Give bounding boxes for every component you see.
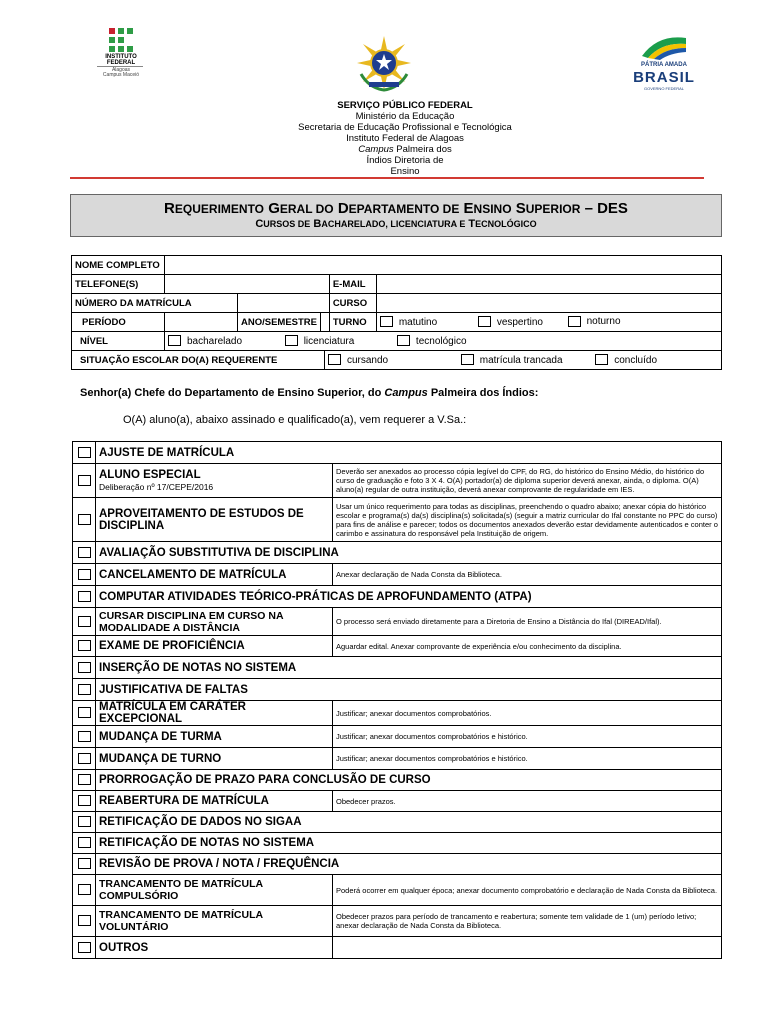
nivel-bacharelado-checkbox[interactable] bbox=[168, 335, 181, 346]
turno-matutino-label: matutino bbox=[398, 316, 438, 328]
header-divider bbox=[70, 177, 704, 179]
header-campus-label: Campus bbox=[358, 144, 394, 155]
brasil-tagline: PÁTRIA AMADA bbox=[641, 62, 687, 68]
request-row bbox=[73, 875, 722, 906]
header-text bbox=[230, 100, 580, 177]
request-row bbox=[73, 748, 722, 770]
header-line-3: Secretaria de Educação Profissional e Tecnológica bbox=[298, 122, 512, 133]
request-row bbox=[73, 442, 722, 464]
brasil-name: BRASIL bbox=[633, 69, 695, 86]
outros-field[interactable] bbox=[333, 937, 722, 959]
intro-addressee: Senhor(a) Chefe do Departamento de Ensino Superior, do Campus Palmeira dos Índios: bbox=[80, 387, 539, 399]
request-name: TRANCAMENTO DE MATRÍCULA VOLUNTÁRIO bbox=[96, 906, 333, 937]
request-row bbox=[73, 726, 722, 748]
request-checkbox[interactable] bbox=[78, 707, 91, 718]
request-row bbox=[73, 679, 722, 701]
telefone-field[interactable] bbox=[165, 275, 330, 294]
curso-label: CURSO bbox=[329, 294, 376, 313]
request-checkbox[interactable] bbox=[78, 514, 91, 525]
ifal-logo bbox=[95, 28, 147, 88]
nivel-options bbox=[165, 332, 722, 351]
request-row bbox=[73, 937, 722, 959]
situacao-concluido-checkbox[interactable] bbox=[595, 354, 608, 365]
situacao-concluido-label: concluído bbox=[614, 354, 658, 366]
ano-field[interactable] bbox=[321, 313, 330, 332]
request-name: TRANCAMENTO DE MATRÍCULA COMPULSÓRIO bbox=[96, 875, 333, 906]
header-line-4: Instituto Federal de Alagoas bbox=[346, 133, 464, 144]
request-checkbox[interactable] bbox=[78, 816, 91, 827]
request-name: EXAME DE PROFICIÊNCIA bbox=[96, 636, 333, 657]
nivel-bacharelado-label: bacharelado bbox=[187, 335, 243, 347]
request-row bbox=[73, 636, 722, 657]
request-checkbox[interactable] bbox=[78, 858, 91, 869]
telefone-label: TELEFONE(S) bbox=[72, 275, 165, 294]
request-name: INSERÇÃO DE NOTAS NO SISTEMA bbox=[96, 657, 722, 679]
header-line-7: Ensino bbox=[390, 166, 420, 177]
request-name: MATRÍCULA EM CARÁTER EXCEPCIONAL bbox=[96, 701, 333, 726]
request-row bbox=[73, 564, 722, 586]
request-row bbox=[73, 906, 722, 937]
request-name: CANCELAMENTO DE MATRÍCULA bbox=[96, 564, 333, 586]
request-name: REABERTURA DE MATRÍCULA bbox=[96, 791, 333, 812]
request-name: JUSTIFICATIVA DE FALTAS bbox=[96, 679, 722, 701]
request-name: COMPUTAR ATIVIDADES TEÓRICO-PRÁTICAS DE APROFUNDAMENTO (ATPA) bbox=[96, 586, 722, 608]
request-name: RETIFICAÇÃO DE NOTAS NO SISTEMA bbox=[96, 833, 722, 854]
request-note: Anexar declaração de Nada Consta da Biblioteca. bbox=[333, 564, 722, 586]
request-note: O processo será enviado diretamente para a Diretoria de Ensino a Distância do Ifal (DIREAD/Ifal). bbox=[333, 608, 722, 636]
turno-label: TURNO bbox=[329, 313, 376, 332]
request-checkbox[interactable] bbox=[78, 753, 91, 764]
request-row bbox=[73, 464, 722, 498]
turno-matutino-checkbox[interactable] bbox=[380, 316, 393, 327]
turno-vespertino-checkbox[interactable] bbox=[478, 316, 491, 327]
matricula-field[interactable] bbox=[238, 294, 330, 313]
email-label: E-MAIL bbox=[329, 275, 376, 294]
request-name: ALUNO ESPECIAL Deliberação nº 17/CEPE/2016 bbox=[96, 464, 333, 498]
request-row bbox=[73, 812, 722, 833]
brasil-sub: GOVERNO FEDERAL bbox=[643, 86, 684, 91]
form-title-box bbox=[70, 194, 722, 237]
request-row bbox=[73, 542, 722, 564]
request-note: Poderá ocorrer em qualquer época; anexar documento comprobatório e declaração de Nada Consta da Biblioteca. bbox=[333, 875, 722, 906]
nivel-licenciatura-checkbox[interactable] bbox=[285, 335, 298, 346]
request-name: RETIFICAÇÃO DE DADOS NO SIGAA bbox=[96, 812, 722, 833]
request-note: Justificar; anexar documentos comprobatórios e histórico. bbox=[333, 748, 722, 770]
requests-table bbox=[72, 441, 722, 959]
request-note: Obedecer prazos. bbox=[333, 791, 722, 812]
request-row bbox=[73, 657, 722, 679]
request-checkbox[interactable] bbox=[78, 915, 91, 926]
request-row bbox=[73, 791, 722, 812]
ifal-logo-campus: Campus Maceió bbox=[102, 72, 140, 78]
ano-label: ANO/SEMESTRE bbox=[238, 313, 321, 332]
personal-data-table bbox=[71, 255, 722, 370]
turno-vespertino-label: vespertino bbox=[496, 316, 543, 328]
request-note: Justificar; anexar documentos comprobatórios. bbox=[333, 701, 722, 726]
nome-field[interactable] bbox=[165, 256, 722, 275]
request-checkbox[interactable] bbox=[78, 662, 91, 673]
request-checkbox[interactable] bbox=[78, 640, 91, 651]
request-name: CURSAR DISCIPLINA EM CURSO NA MODALIDADE A DISTÂNCIA bbox=[96, 608, 333, 636]
request-checkbox[interactable] bbox=[78, 447, 91, 458]
request-checkbox[interactable] bbox=[78, 475, 91, 486]
request-note: Justificar; anexar documentos comprobatórios e histórico. bbox=[333, 726, 722, 748]
situacao-options bbox=[324, 351, 721, 370]
turno-options bbox=[376, 313, 721, 332]
request-row bbox=[73, 701, 722, 726]
request-row bbox=[73, 608, 722, 636]
request-row bbox=[73, 833, 722, 854]
request-row bbox=[73, 854, 722, 875]
curso-field[interactable] bbox=[376, 294, 721, 313]
situacao-cursando-checkbox[interactable] bbox=[328, 354, 341, 365]
ifal-logo-state: Alagoas bbox=[111, 67, 131, 73]
turno-noturno-checkbox[interactable] bbox=[568, 316, 581, 327]
request-checkbox[interactable] bbox=[78, 731, 91, 742]
request-checkbox[interactable] bbox=[78, 547, 91, 558]
request-name: MUDANÇA DE TURNO bbox=[96, 748, 333, 770]
request-note: Aguardar edital. Anexar comprovante de experiência e/ou conhecimento da disciplina. bbox=[333, 636, 722, 657]
coat-of-arms-icon bbox=[355, 34, 413, 92]
ifal-logo-name: INSTITUTO FEDERAL bbox=[105, 54, 137, 66]
request-note: Obedecer prazos para período de trancamento e reabertura; somente tem validade de 1 (um) período letivo; anexar declaração de Nada Consta da Biblioteca. bbox=[333, 906, 722, 937]
request-note: Usar um único requerimento para todas as disciplinas, preenchendo o quadro abaixo; anexar cópia do histórico escolar e programa(s) da(s) disciplina(s) solicitada(s) (seguir a matriz curricular do Ifal constante no PPC do curso) para fins de análise e parecer; todos os documentos anexados deverão estar devidamente autenticados e conter o carimbo e assinatura do responsável pela Instituição de origem. bbox=[333, 498, 722, 542]
situacao-trancada-checkbox[interactable] bbox=[461, 354, 474, 365]
turno-noturno-label: noturno bbox=[586, 316, 621, 328]
brasil-flag-icon bbox=[638, 32, 690, 60]
nivel-tecnologico-label: tecnológico bbox=[415, 335, 467, 347]
request-checkbox[interactable] bbox=[78, 795, 91, 806]
request-checkbox[interactable] bbox=[78, 774, 91, 785]
header-campus-name: Palmeira dos bbox=[393, 144, 452, 155]
matricula-label: NÚMERO DA MATRÍCULA bbox=[72, 294, 238, 313]
request-row bbox=[73, 586, 722, 608]
nivel-tecnologico-checkbox[interactable] bbox=[397, 335, 410, 346]
request-checkbox[interactable] bbox=[78, 884, 91, 895]
request-name: REVISÃO DE PROVA / NOTA / FREQUÊNCIA bbox=[96, 854, 722, 875]
situacao-cursando-label: cursando bbox=[346, 354, 389, 366]
request-name: PRORROGAÇÃO DE PRAZO PARA CONCLUSÃO DE CURSO bbox=[96, 770, 722, 791]
nivel-licenciatura-label: licenciatura bbox=[303, 335, 355, 347]
request-name: AVALIAÇÃO SUBSTITUTIVA DE DISCIPLINA bbox=[96, 542, 722, 564]
situacao-label: SITUAÇÃO ESCOLAR DO(A) REQUERENTE bbox=[72, 351, 325, 370]
periodo-field[interactable] bbox=[165, 313, 238, 332]
nivel-label: NÍVEL bbox=[72, 332, 165, 351]
situacao-trancada-label: matrícula trancada bbox=[479, 354, 563, 366]
request-name: OUTROS bbox=[96, 937, 333, 959]
header-line-5 bbox=[230, 144, 580, 155]
request-checkbox[interactable] bbox=[78, 837, 91, 848]
request-checkbox[interactable] bbox=[78, 684, 91, 695]
ifal-grid-icon bbox=[109, 28, 133, 52]
brasil-logo bbox=[633, 32, 695, 92]
header-line-6: Índios Diretoria de bbox=[366, 155, 444, 166]
request-checkbox[interactable] bbox=[78, 942, 91, 953]
header-line-1: SERVIÇO PÚBLICO FEDERAL bbox=[337, 100, 473, 111]
request-name: AJUSTE DE MATRÍCULA bbox=[96, 442, 722, 464]
form-subtitle: CURSOS DE BACHARELADO, LICENCIATURA E TECNOLÓGICO bbox=[255, 218, 537, 230]
intro-request-line: O(A) aluno(a), abaixo assinado e qualificado(a), vem requerer a V.Sa.: bbox=[123, 414, 467, 426]
nome-label: NOME COMPLETO bbox=[72, 256, 165, 275]
request-name: MUDANÇA DE TURMA bbox=[96, 726, 333, 748]
email-field[interactable] bbox=[376, 275, 721, 294]
header-line-2: Ministério da Educação bbox=[355, 111, 455, 122]
request-checkbox[interactable] bbox=[78, 591, 91, 602]
request-row bbox=[73, 770, 722, 791]
request-note: Deverão ser anexados ao processo cópia legível do CPF, do RG, do histórico do Ensino Médio, do histórico do curso de graduação e foto 3 X 4. O(A) portador(a) de diploma superior deverá anexar, ainda, o diploma. O(A) aluno(a) regular de outra instituição, deverá anexar comprovante de regularidade em IES. bbox=[333, 464, 722, 498]
form-title: REQUERIMENTO GERAL DO DEPARTAMENTO DE ENSINO SUPERIOR – DES bbox=[164, 200, 628, 217]
periodo-label: PERÍODO bbox=[72, 313, 165, 332]
request-row bbox=[73, 498, 722, 542]
request-name: APROVEITAMENTO DE ESTUDOS DE DISCIPLINA bbox=[96, 498, 333, 542]
request-checkbox[interactable] bbox=[78, 569, 91, 580]
request-checkbox[interactable] bbox=[78, 616, 91, 627]
